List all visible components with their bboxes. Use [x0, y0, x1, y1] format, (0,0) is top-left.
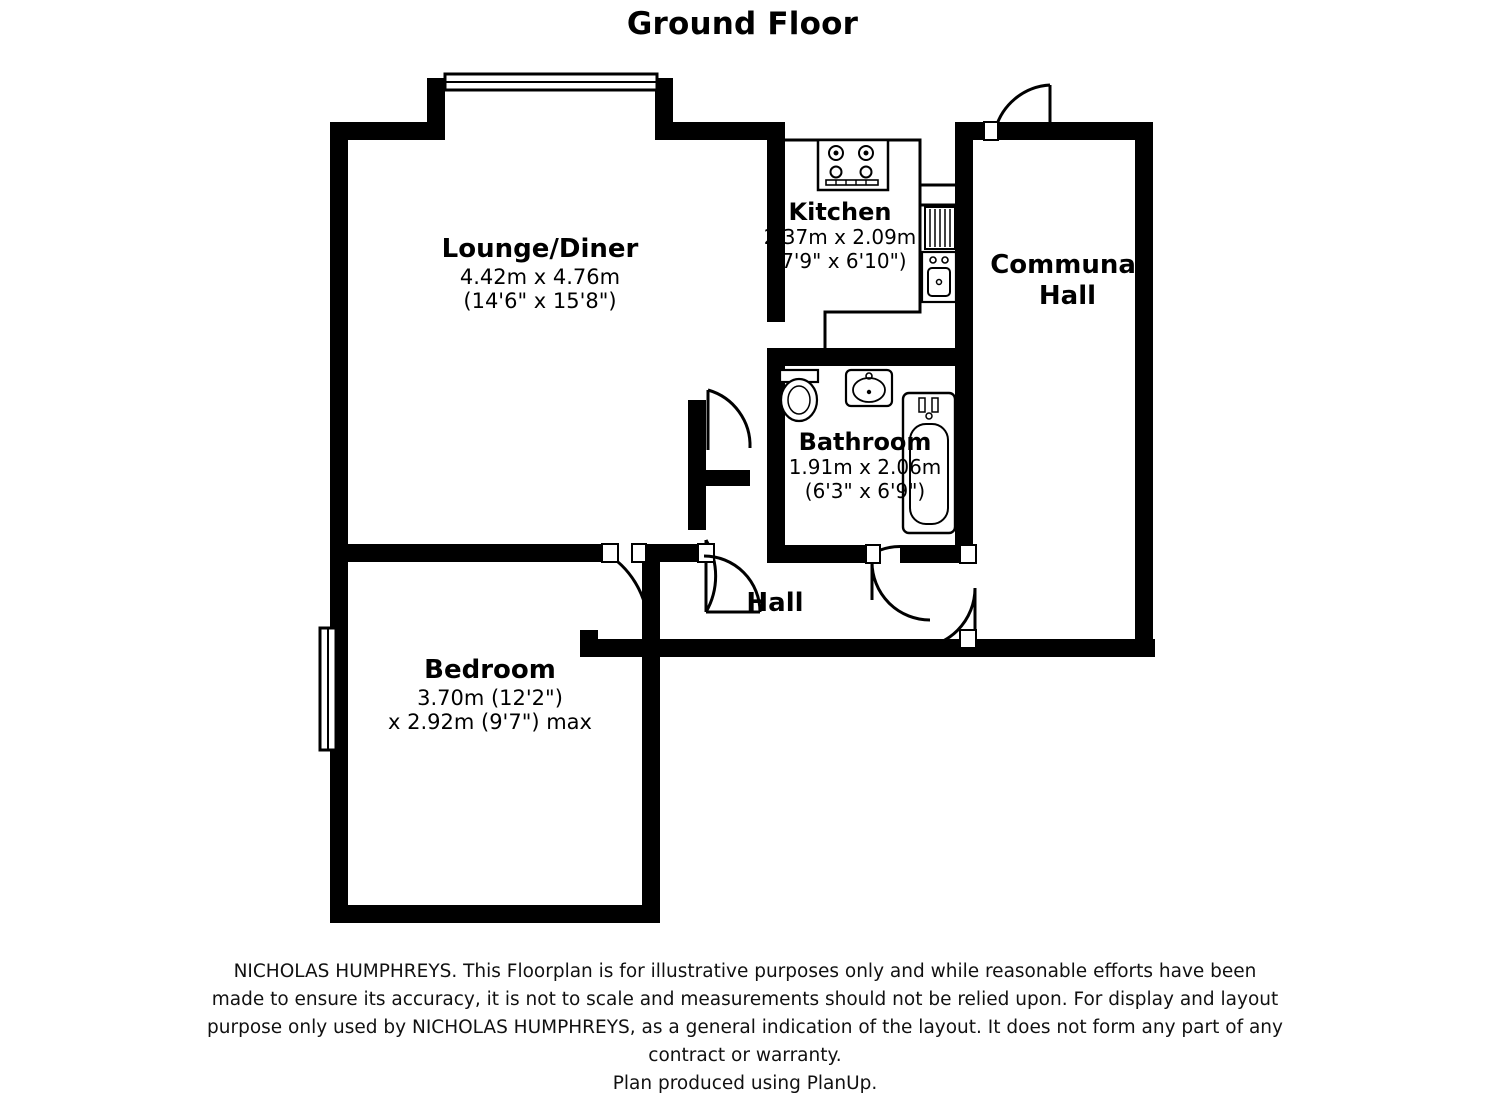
disclaimer	[170, 958, 1320, 1099]
room-dim-imperial-kitchen: (7'9" x 6'10")	[773, 248, 907, 273]
room-dim-imperial-lounge: (14'6" x 15'8")	[463, 289, 617, 314]
page-title: Ground Floor	[626, 6, 859, 42]
disclaimer-line-5: Plan produced using PlanUp.	[612, 1073, 878, 1095]
disclaimer-line-4: contract or warranty.	[648, 1045, 842, 1067]
disclaimer-line-3: purpose only used by NICHOLAS HUMPHREYS, as a general indication of the layout. It does not form any part of any	[207, 1017, 1283, 1039]
room-label-lounge	[355, 234, 725, 314]
disclaimer-line-2: made to ensure its accuracy, it is not to scale and measurements should not be relied upon. For display and layout	[211, 989, 1279, 1011]
room-label-bedroom	[345, 655, 635, 735]
room-dim-imperial-bedroom: x 2.92m (9'7") max	[388, 710, 592, 735]
basin-icon	[846, 370, 892, 406]
room-label-hall	[700, 588, 850, 619]
room-dim-metric-bathroom: 1.91m x 2.06m	[788, 455, 942, 480]
room-name-bathroom: Bathroom	[798, 428, 932, 456]
room-label-communal-hall	[955, 250, 1180, 311]
hob-icon	[818, 140, 888, 190]
toilet-icon	[780, 370, 818, 421]
room-name-communal-hall-line1: Communal	[990, 250, 1145, 280]
window-bedroom-icon	[320, 628, 336, 750]
room-label-kitchen	[720, 198, 960, 274]
room-name-bedroom: Bedroom	[424, 655, 556, 685]
room-label-bathroom	[735, 428, 995, 504]
room-name-communal-hall-line2: Hall	[1038, 280, 1097, 311]
room-dim-imperial-bathroom: (6'3" x 6'9")	[804, 478, 926, 503]
room-dim-metric-kitchen: 2.37m x 2.09m	[763, 225, 917, 250]
window-lounge-icon	[445, 74, 657, 90]
disclaimer-line-1: NICHOLAS HUMPHREYS. This Floorplan is for illustrative purposes only and while reasonable efforts have been	[233, 961, 1257, 982]
room-dim-metric-lounge: 4.42m x 4.76m	[459, 264, 621, 289]
room-dim-metric-bedroom: 3.70m (12'2")	[417, 685, 563, 710]
room-name-kitchen: Kitchen	[788, 198, 892, 226]
room-name-hall: Hall	[746, 588, 804, 618]
room-name-lounge: Lounge/Diner	[441, 234, 639, 264]
